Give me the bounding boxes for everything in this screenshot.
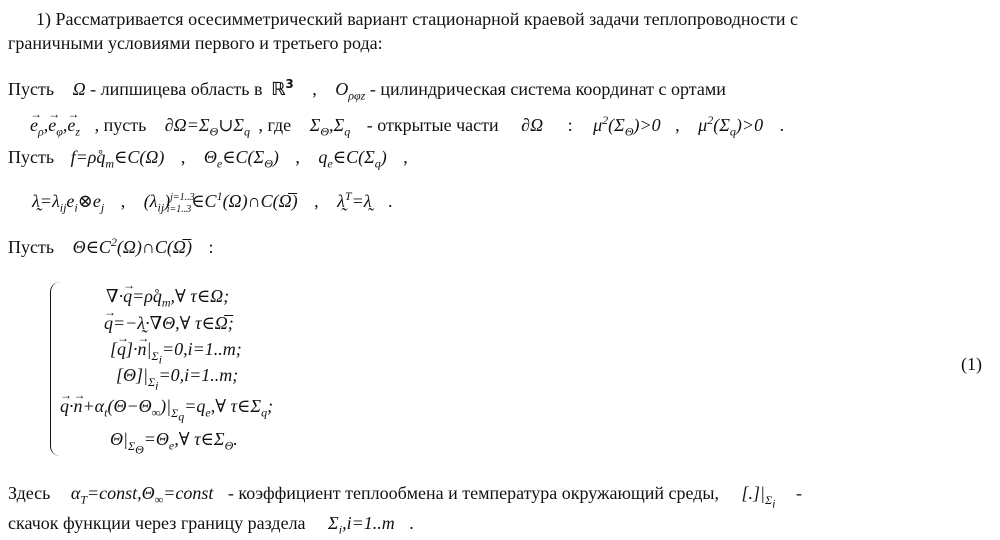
theta-class: $\Theta\in C^2(\Omega)\cap C(\Omega̅)$ (72, 235, 192, 257)
eq-divergence: ∇·→ $q=\rho̊q_m,\forall$ τ∈Ω; (106, 285, 229, 307)
coef-text: - коэффициент теплообмена и температура окружающий среды, (227, 483, 720, 503)
jump-bracket: $[.]|_{\Sigma_i}$ (741, 483, 776, 510)
eq-temp-jump: $[\Theta]|_{\Sigma_i}=0,i=1..m$; (116, 365, 239, 392)
word-pust2: , пусть (94, 115, 147, 135)
line-theta-class: Пусть $\Theta\in C^2(\Omega)\cap C(\Omega̅)$ : (8, 235, 214, 257)
line-function-classes: Пусть $f=\rho̊q_m\in C(\Omega)$ , $\Theta_e\in C(\Sigma_\Theta)$ , $q_e\in C(\Sigma_q)$ , (8, 147, 408, 171)
lambda-tensor: $\lambda̰=\lambda_{ij}e_i\otimes e_j$ (32, 191, 105, 215)
word-gde: , где (258, 115, 292, 135)
equation-number: (1) (961, 354, 982, 374)
eq-fourier: → q=−λ̰·∇Θ,∀ τ∈Ω̅; (104, 312, 234, 334)
orts-symbols: → $e_\rho,\to e_\varphi,\to e_z$ (30, 115, 80, 135)
word-pust: Пусть (8, 79, 55, 99)
line-lambda: $\lambda̰=\lambda_{ij}e_i\otimes e_j$ , $(\lambda_{ij})^{j=1..3}_{i=1..3}\in C^1(\Omega)\cap C(\Omega̅)$ , λ̰$^T$=λ̰ . (32, 189, 393, 215)
eq-robin: → $q\cdot\to n+\alpha_t(\Theta-\Theta_\infty)|_{\Sigma_q}=q_e,\forall$ $\tau\in\Sigma_q$; (60, 395, 273, 417)
lambda-class: $(\lambda_{ij})^{j=1..3}_{i=1..3}\in C^1(\Omega)\cap C(\Omega̅)$ (143, 189, 298, 215)
line-omega-def: Пусть Ω - липшицева область в ℝ$^3$ , $O_{\rho\varphi z}$ - цилиндрическая система координат с ортами (8, 77, 726, 103)
jump-text: скачок функции через границу раздела (8, 513, 306, 533)
eq-dirichlet: $\Theta|_{\Sigma_\Theta}=\Theta_e,\forall$ $\tau\in\Sigma_\Theta$. (110, 429, 238, 456)
coef-const: $\alpha_T=const,\Theta_\infty=const$ (70, 483, 214, 507)
sigma-parts: $\Sigma_\Theta,\Sigma_q$ (309, 115, 351, 139)
open-parts-text: - открытые части (366, 115, 499, 135)
omega-symbol: Ω (72, 79, 86, 99)
paragraph-intro-line2: граничными условиями первого и третьего рода: (8, 33, 383, 53)
line-coefficients: Здесь $\alpha_T=const,\Theta_\infty=const$ - коэффициент теплообмена и температура окружающий среды, $[.]|_{\Sigma_i}$ - (8, 483, 802, 510)
eq-flux-jump: [→ $q]\cdot\to n|_{\Sigma_i}=0,i=1..m$; (110, 338, 242, 360)
line-orts: → $e_\rho,\to e_\varphi,\to e_z$ , пусть $\partial\Omega=\Sigma_\Theta\cup\Sigma_q$ , где $\Sigma_\Theta,\Sigma_q$ - открытые части ∂Ω : $\mu^2(\Sigma_\Theta)>0$ , $\mu^2(\Sigma_q)>0$ . (30, 114, 784, 136)
word-pust3: Пусть (8, 147, 55, 167)
system-brace (50, 282, 61, 456)
sigma-i: $\Sigma_i,i=1..m$ (328, 513, 395, 537)
word-zdes: Здесь (8, 483, 51, 503)
r3-symbol: ℝ$^3$ (270, 77, 294, 100)
omega-text: - липшицева область в (90, 79, 267, 99)
cyl-coord-symbol: $O_{\rho\varphi z}$ (335, 79, 366, 103)
line-jump: скачок функции через границу раздела $\Sigma_i,i=1..m$ . (8, 513, 414, 537)
paragraph-intro-line1: 1) Рассматривается осесимметрический вариант стационарной краевой задачи теплопроводности с (36, 9, 798, 29)
cyl-coord-text: - цилиндрическая система координат с ортами (369, 79, 726, 99)
measure-conditions: $\mu^2(\Sigma_\Theta)>0$ (593, 113, 661, 139)
f-def: $f=\rho̊q_m\in C(\Omega)$ (70, 147, 165, 171)
word-pust4: Пусть (8, 237, 55, 257)
boundary-union: $\partial\Omega=\Sigma_\Theta\cup\Sigma_q$ (164, 115, 250, 139)
